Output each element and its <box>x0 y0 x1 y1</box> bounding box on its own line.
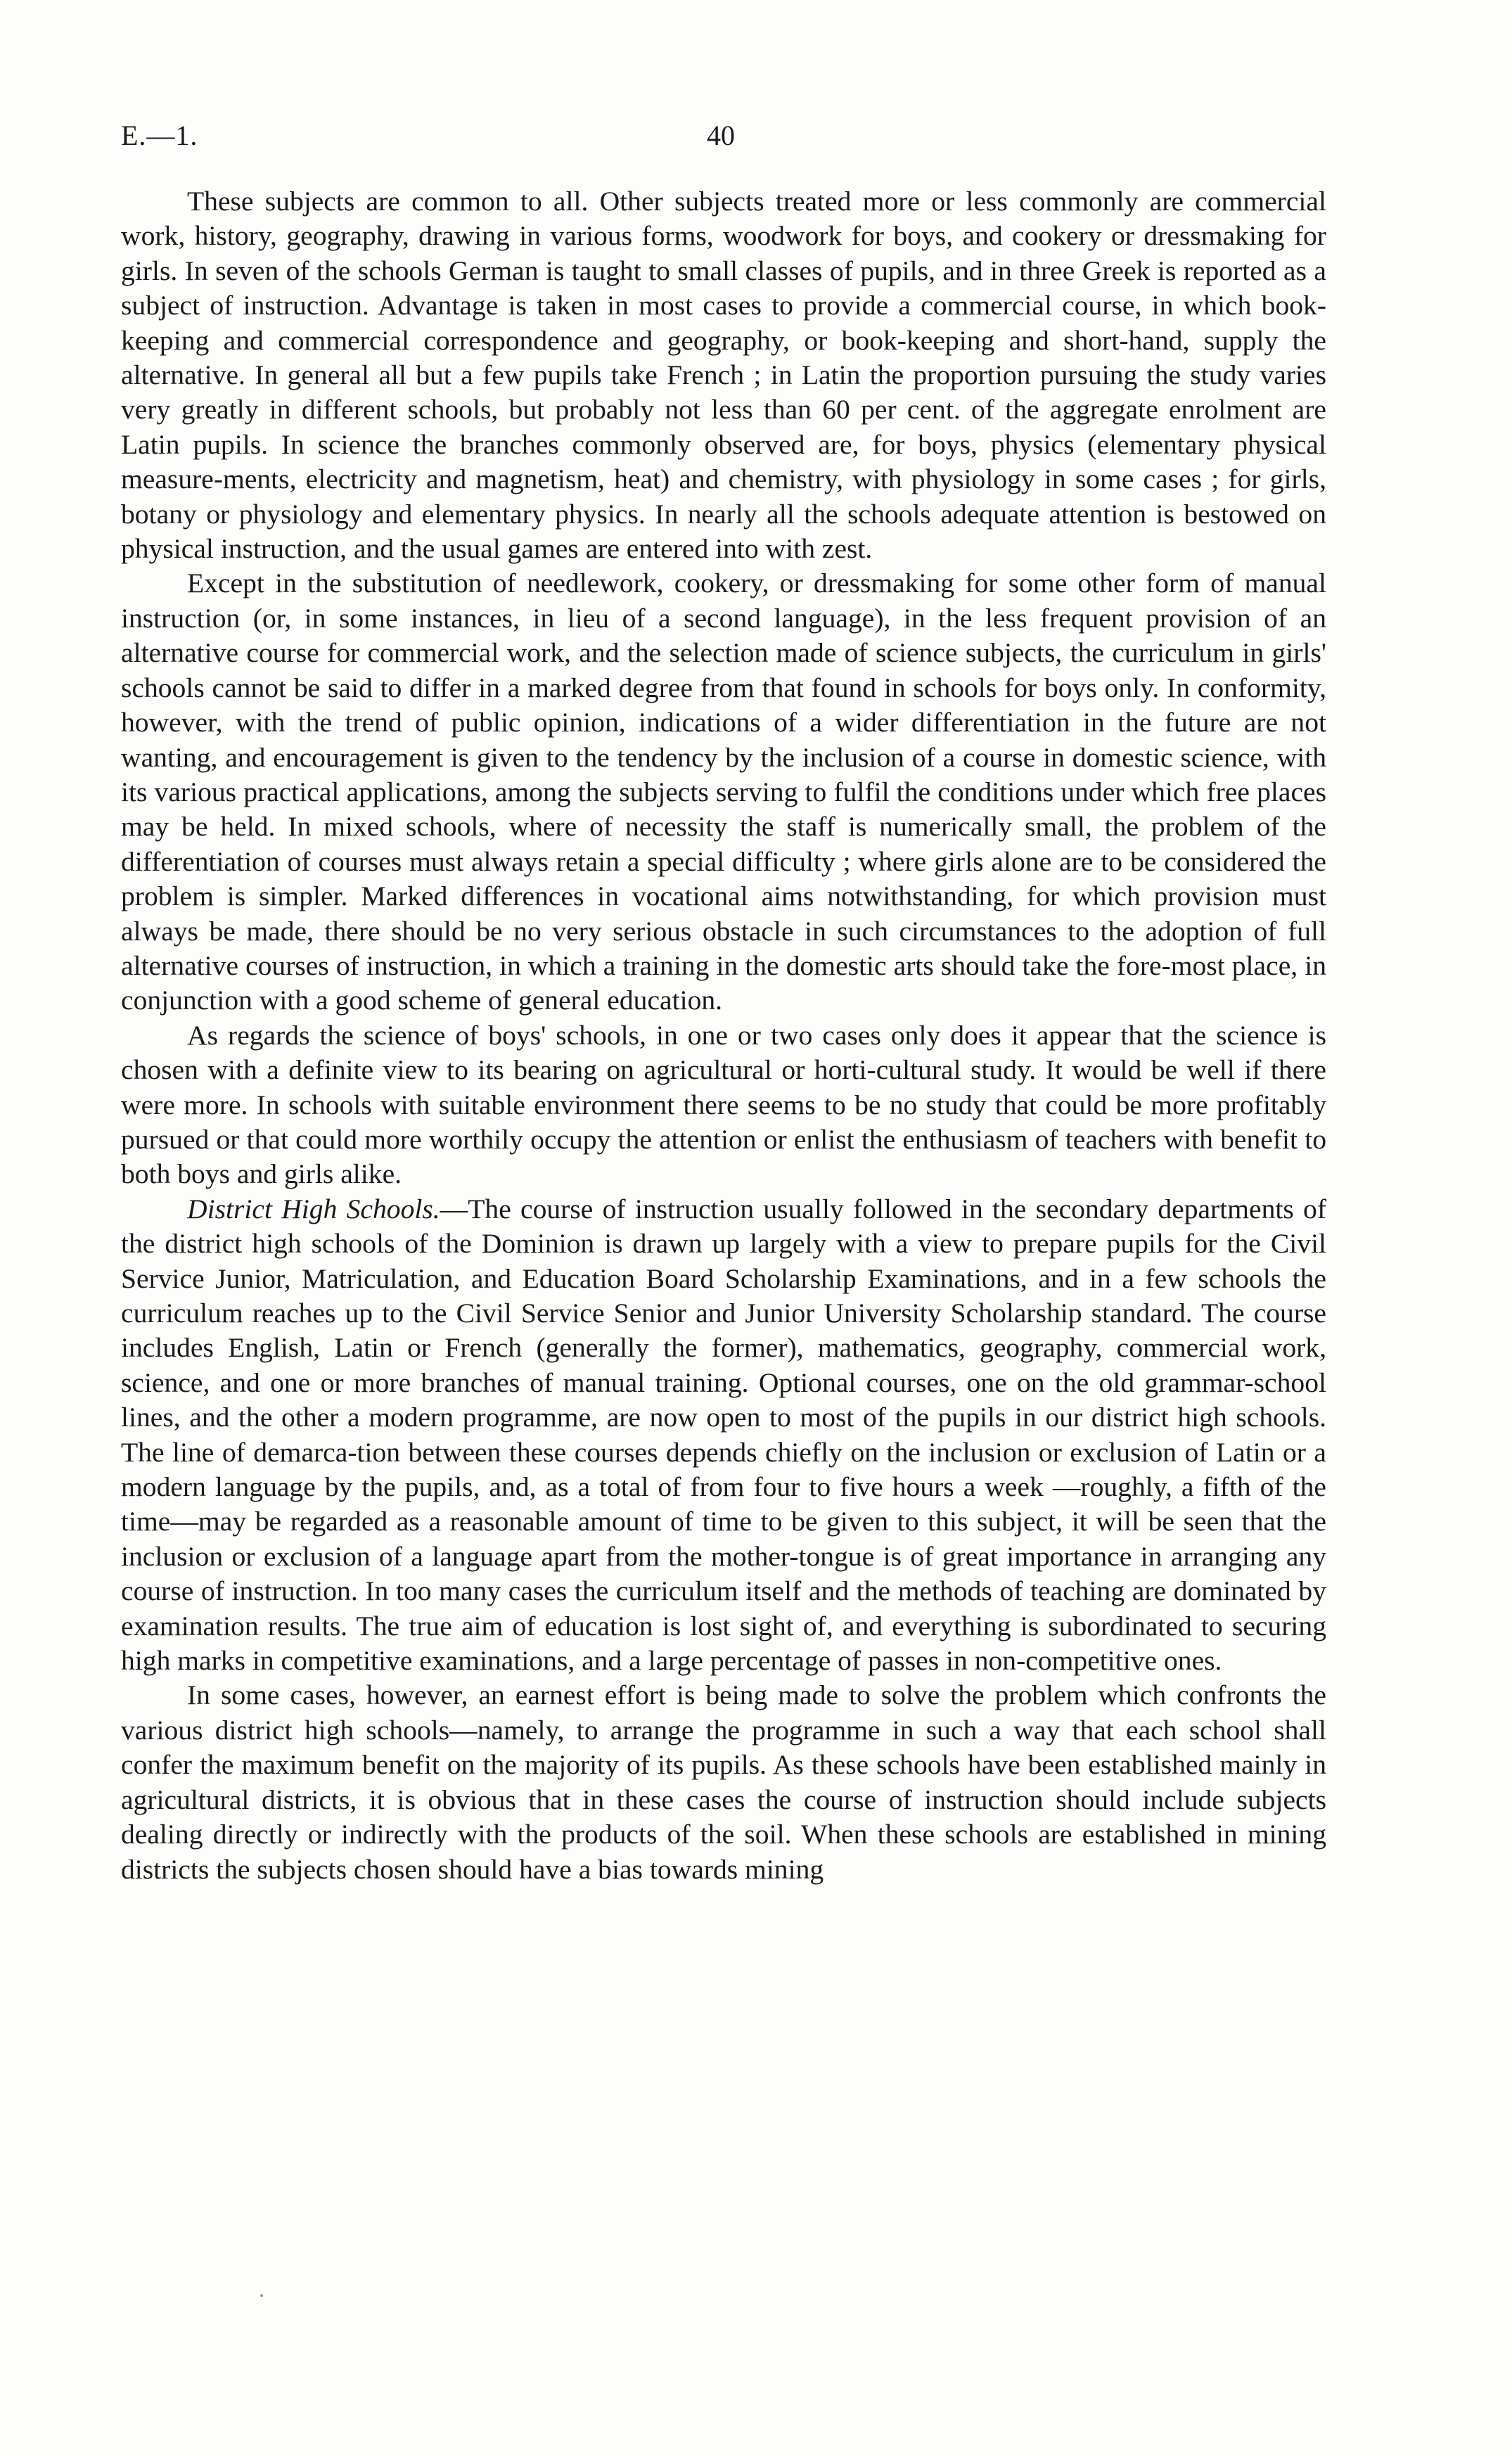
document-reference: E.—1. <box>121 120 198 151</box>
page-speck <box>260 2294 263 2297</box>
paragraph <box>121 1018 1326 1192</box>
paragraph-text: —The course of instruction usually followed in the secondary departments of the district high schools of the Dominion is drawn up largely with a view to prepare pupils for the Civil Service Junior, Matriculation, and Education Board Scholarship Examinations, and in a few schools the curriculum reaches up to the Civil Service Senior and Junior University Scholarship standard. The course includes English, Latin or French (generally the former), mathematics, geography, commercial work, science, and one or more branches of manual training. Optional courses, one on the old grammar-school lines, and the other a modern programme, are now open to most of the pupils in our district high schools. The line of demarca-tion between these courses depends chiefly on the inclusion or exclusion of Latin or a modern language by the pupils, and, as a total of from four to five hours a week —roughly, a fifth of the time—may be regarded as a reasonable amount of time to be given to this subject, it will be seen that the inclusion or exclusion of a language apart from the mother-tongue is of great importance in arranging any course of instruction. In too many cases the curriculum itself and the methods of teaching are dominated by examination results. The true aim of education is lost sight of, and everything is subordinated to securing high marks in competitive examinations, and a large percentage of passes in non-competitive ones. <box>121 1193 1326 1677</box>
paragraph <box>121 184 1326 566</box>
paragraph <box>121 566 1326 1018</box>
page-number: 40 <box>707 120 735 151</box>
page-body <box>121 184 1326 1887</box>
paragraph <box>121 1678 1326 1886</box>
section-heading: District High Schools. <box>187 1193 440 1224</box>
paragraph <box>121 1192 1326 1679</box>
paragraph-text: As regards the science of boys' schools, in one or two cases only does it appear that the science is chosen with a definite view to its bearing on agricultural or horti-cultural study. It would be well if there were more. In schools with suitable environment there seems to be no study that could be more profitably pursued or that could more worthily occupy the attention or enlist the enthusiasm of teachers with benefit to both boys and girls alike. <box>121 1019 1326 1190</box>
paragraph-text: These subjects are common to all. Other subjects treated more or less commonly are commercial work, history, geography, drawing in various forms, woodwork for boys, and cookery or dressmaking for girls. In seven of the schools German is taught to small classes of pupils, and in three Greek is reported as a subject of instruction. Advantage is taken in most cases to provide a commercial course, in which book-keeping and commercial correspondence and geography, or book-keeping and short-hand, supply the alternative. In general all but a few pupils take French ; in Latin the proportion pursuing the study varies very greatly in different schools, but probably not less than 60 per cent. of the aggregate enrolment are Latin pupils. In science the branches commonly observed are, for boys, physics (elementary physical measure-ments, electricity and magnetism, heat) and chemistry, with physiology in some cases ; for girls, botany or physiology and elementary physics. In nearly all the schools adequate attention is bestowed on physical instruction, and the usual games are entered into with zest. <box>121 186 1326 565</box>
paragraph-text: In some cases, however, an earnest effort is being made to solve the problem which confronts the various district high schools—namely, to arrange the programme in such a way that each school shall confer the maximum benefit on the majority of its pupils. As these schools have been established mainly in agricultural districts, it is obvious that in these cases the course of instruction should include subjects dealing directly or indirectly with the products of the soil. When these schools are established in mining districts the subjects chosen should have a bias towards mining <box>121 1679 1326 1885</box>
page-header <box>121 118 1394 160</box>
paragraph-text: Except in the substitution of needlework, cookery, or dressmaking for some other form of manual instruction (or, in some instances, in lieu of a second language), in the less frequent provision of an alternative course for commercial work, and the selection made of science subjects, the curriculum in girls' schools cannot be said to differ in a marked degree from that found in schools for boys only. In conformity, however, with the trend of public opinion, indications of a wider differentiation in the future are not wanting, and encouragement is given to the tendency by the inclusion of a course in domestic science, with its various practical applications, among the subjects serving to fulfil the conditions under which free places may be held. In mixed schools, where of necessity the staff is numerically small, the problem of the differentiation of courses must always retain a special difficulty ; where girls alone are to be considered the problem is simpler. Marked differences in vocational aims notwithstanding, for which provision must always be made, there should be no very serious obstacle in such circumstances to the adoption of full alternative courses of instruction, in which a training in the domestic arts should take the fore-most place, in conjunction with a good scheme of general education. <box>121 568 1326 1016</box>
